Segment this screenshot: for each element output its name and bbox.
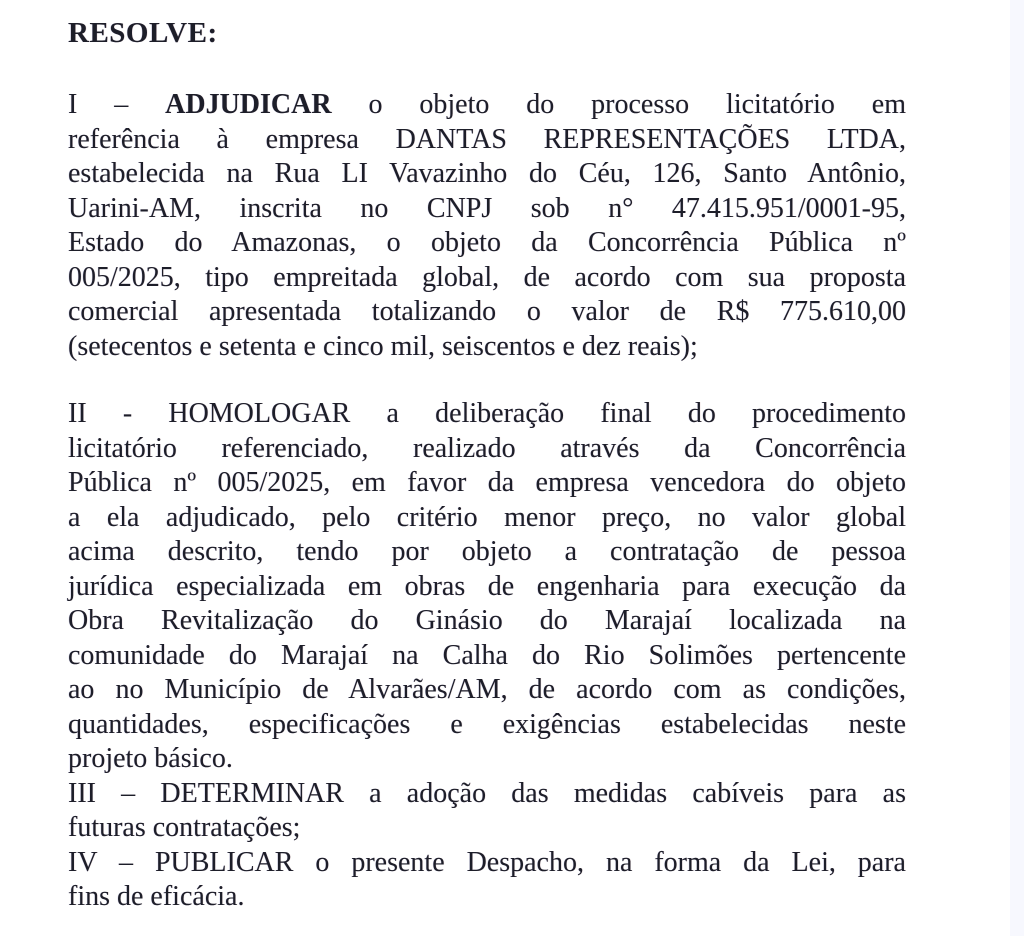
document-page bbox=[68, 16, 906, 915]
document-line: comercial apresentada totalizando o valor de R$ 775.610,00 bbox=[68, 296, 906, 327]
item-ii-paragraph bbox=[68, 397, 906, 777]
document-line: fins de eficácia. bbox=[68, 881, 245, 912]
document-line: Obra Revitalização do Ginásio do Marajaí localizada na bbox=[68, 605, 906, 636]
document-line: comunidade do Marajaí na Calha do Rio Solimões pertencente bbox=[68, 639, 906, 671]
item-i-keyword: ADJUDICAR bbox=[165, 89, 332, 120]
document-line: Uarini-AM, inscrita no CNPJ sob n° 47.415.951/0001-95, bbox=[68, 192, 906, 224]
document-line: 005/2025, tipo empreitada global, de acordo com sua proposta bbox=[68, 261, 906, 293]
resolve-heading: RESOLVE: bbox=[68, 17, 218, 49]
document-line: a ela adjudicado, pelo critério menor preço, no valor global bbox=[68, 501, 906, 533]
document-line: referência à empresa DANTAS REPRESENTAÇÕES LTDA, bbox=[68, 123, 906, 155]
document-line: II - HOMOLOGAR a deliberação final do procedimento bbox=[68, 398, 906, 429]
document-line: Estado do Amazonas, o objeto da Concorrência Pública nº bbox=[68, 227, 906, 258]
item-iv-paragraph bbox=[68, 846, 906, 915]
document-line: quantidades, especificações e exigências estabelecidas neste bbox=[68, 708, 906, 740]
document-line: futuras contratações; bbox=[68, 812, 301, 843]
item-iii-paragraph bbox=[68, 777, 906, 846]
scan-edge-strip bbox=[1010, 0, 1024, 936]
document-line: estabelecida na Rua LI Vavazinho do Céu, 126, Santo Antônio, bbox=[68, 158, 906, 189]
document-line bbox=[68, 88, 906, 123]
document-line: (setecentos e setenta e cinco mil, seiscentos e dez reais); bbox=[68, 330, 698, 362]
document-line: licitatório referenciado, realizado através da Concorrência bbox=[68, 432, 906, 464]
document-line: III – DETERMINAR a adoção das medidas cabíveis para as bbox=[68, 777, 906, 809]
document-line: ao no Município de Alvarães/AM, de acordo com as condições, bbox=[68, 674, 906, 705]
item-i-paragraph bbox=[68, 88, 906, 364]
document-line: IV – PUBLICAR o presente Despacho, na forma da Lei, para bbox=[68, 846, 906, 878]
item-i-number: I – bbox=[68, 89, 129, 120]
line-text: o objeto do processo licitatório em bbox=[368, 89, 907, 120]
document-line: projeto básico. bbox=[68, 743, 233, 774]
document-line: acima descrito, tendo por objeto a contratação de pessoa bbox=[68, 536, 906, 567]
document-line: jurídica especializada em obras de engenharia para execução da bbox=[68, 570, 906, 602]
document-line: Pública nº 005/2025, em favor da empresa vencedora do objeto bbox=[68, 467, 906, 498]
